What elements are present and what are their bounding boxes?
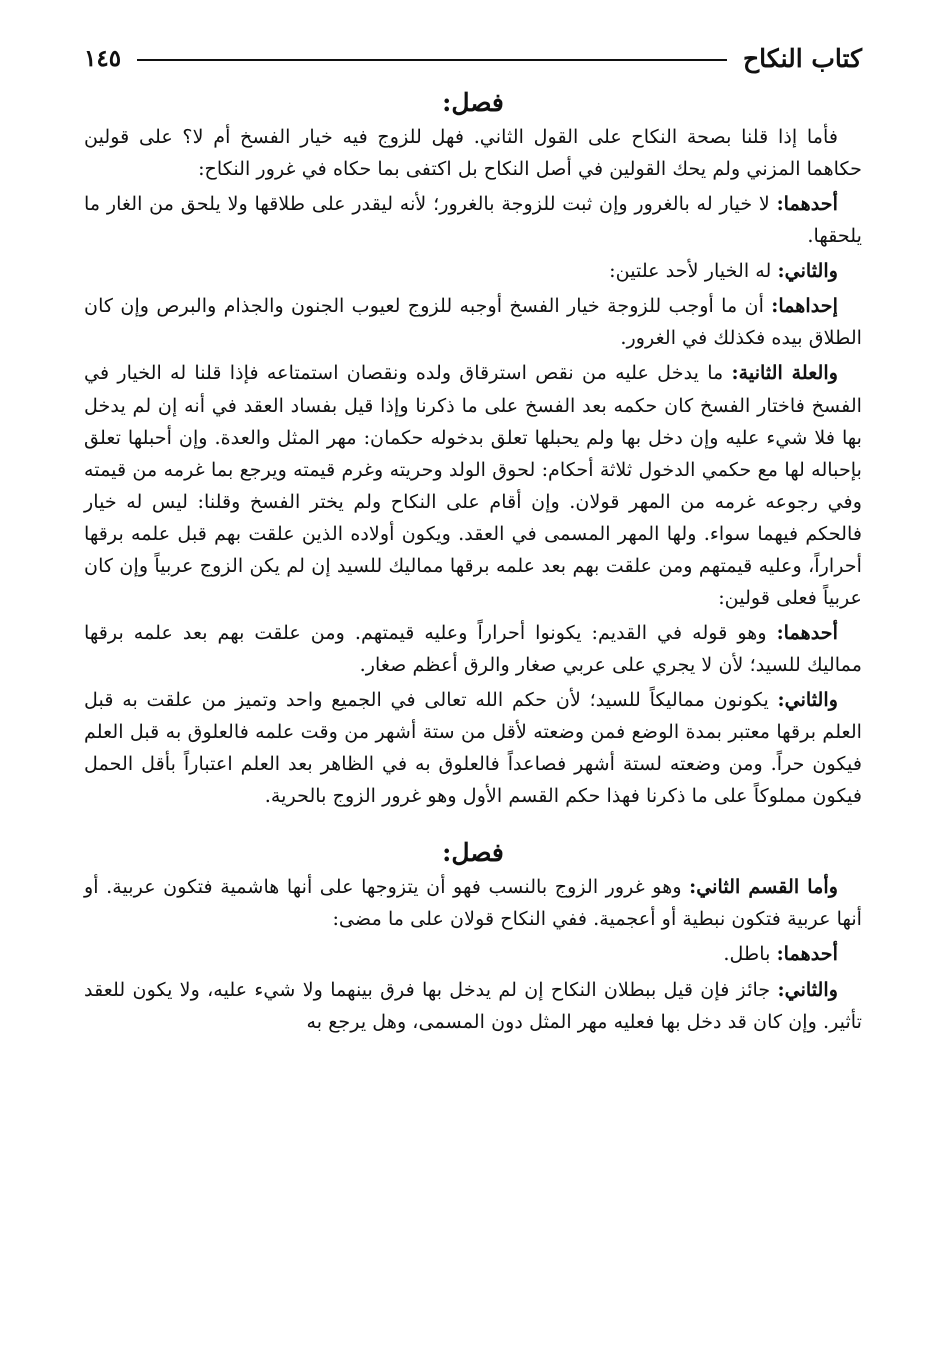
- paragraph-text: أن ما أوجب للزوجة خيار الفسخ أوجبه للزوج لعيوب الجنون والجذام والبرص وإن كان الطلاق بيده فكذلك في الغرور.: [84, 294, 862, 350]
- paragraph-text: جائز فإن قيل ببطلان النكاح إن لم يدخل بها فرق بينهما ولا شيء عليه، ولا يكون للعقد تأثير. وإن كان قد دخل بها فعليه مهر المثل دون المسمى، وهل يرجع به: [84, 977, 862, 1033]
- page-header: [84, 36, 862, 80]
- paragraph-term: والثاني:: [777, 688, 838, 712]
- section-heading: فصل:: [442, 88, 504, 117]
- paragraph: [84, 684, 862, 812]
- running-title: كتاب النكاح: [743, 43, 862, 73]
- paragraph-text: ما يدخل عليه من نقص استرقاق ولده ونقصان استمتاعه فإذا قلنا له الخيار في الفسخ فاختار الفسخ كان حكمه بعد الفسخ على ما ذكرنا وإذا قيل بفساد العقد في أنه إن لم يدخل بها فلا شيء عليه وإن دخل بها ولم يحبلها تعلق بدخوله حكمان: مهر المثل والعدة. وإن أحبلها تعلق بإحباله لها مع حكمي الدخول ثلاثة أحكام: لحوق الولد وحريته وغرم قيمته ويرجع بما غرمه من قيمته وفي رجوعه غرمه من المهر قولان. وإن أقام على النكاح ولم يختر الفسخ وقلنا: ليس له خيار فالحكم فيهما سواء. ولها المهر المسمى في العقد. ويكون أولاده الذين علقت بهم قبل علمه برقها أحراراً، وعليه قيمتهم ومن علقت بهم بعد علمه برقها مماليك للسيد إن لم يكن الزوج عربياً وإن كان عربياً فعلى قولين:: [84, 361, 862, 609]
- paragraph-text: باطل.: [723, 942, 777, 966]
- page-number: ١٤٥: [84, 44, 122, 72]
- paragraph: [84, 290, 862, 354]
- paragraph-text: فأما إذا قلنا بصحة النكاح على القول الثاني. فهل للزوج فيه خيار الفسخ أم لا؟ على قولين حكاهما المزني ولم يحك القولين في أصل النكاح بل اكتفى بما حكاه في غرور النكاح:: [84, 125, 862, 181]
- paragraph-text: وهو غرور الزوج بالنسب فهو أن يتزوجها على أنها هاشمية فتكون عربية. أو أنها عربية فتكون نبطية أو أعجمية. ففي النكاح قولان على ما مضى:: [84, 875, 862, 931]
- paragraph: [84, 255, 862, 287]
- paragraph: [84, 188, 862, 252]
- paragraph-term: وأما القسم الثاني:: [689, 875, 838, 899]
- paragraph-term: أحدهما:: [776, 620, 838, 644]
- paragraph-text: وهو قوله في القديم: يكونوا أحراراً وعليه قيمتهم. ومن علقت بهم بعد علمه برقها مماليك للسيد؛ لأن لا يجري على عربي صغار والرق أعظم صغار.: [84, 620, 862, 676]
- paragraph: [84, 974, 862, 1038]
- paragraph-term: أحدهما:: [776, 192, 838, 216]
- paragraph: [84, 871, 862, 935]
- paragraph: [84, 357, 862, 614]
- paragraph: [84, 938, 862, 970]
- paragraph-text: له الخيار لأحد علتين:: [609, 259, 778, 283]
- paragraph-term: إحداهما:: [771, 294, 838, 318]
- header-rule: [137, 59, 727, 61]
- paragraph-intro: [84, 121, 862, 185]
- paragraph-term: والعلة الثانية:: [731, 361, 838, 385]
- paragraph-term: والثاني:: [777, 977, 838, 1001]
- paragraph: [84, 617, 862, 681]
- paragraph-term: أحدهما:: [776, 942, 838, 966]
- paragraph-text: لا خيار له بالغرور وإن ثبت للزوجة بالغرور؛ لأنه ليقدر على طلاقها ولا يلحق من الغار ما يلحقها.: [84, 192, 862, 248]
- section-heading: فصل:: [442, 838, 504, 868]
- paragraph-term: والثاني:: [777, 259, 838, 283]
- paragraph-text: يكونون مماليكاً للسيد؛ لأن حكم الله تعالى في الجميع واحد وتميز من علقت به قبل العلم برقها معتبر بمدة الوضع فمن وضعته لأقل من ستة أشهر من وقت علمه فالعلوق به قبل العلم فيكون حراً. ومن وضعته لستة أشهر فصاعداً فالعلوق به في الظاهر بعد العلم اعتباراً بأقل الحمل فيكون مملوكاً على ما ذكرنا فهذا حكم القسم الأول وهو غرور الزوج بالحرية.: [84, 688, 862, 808]
